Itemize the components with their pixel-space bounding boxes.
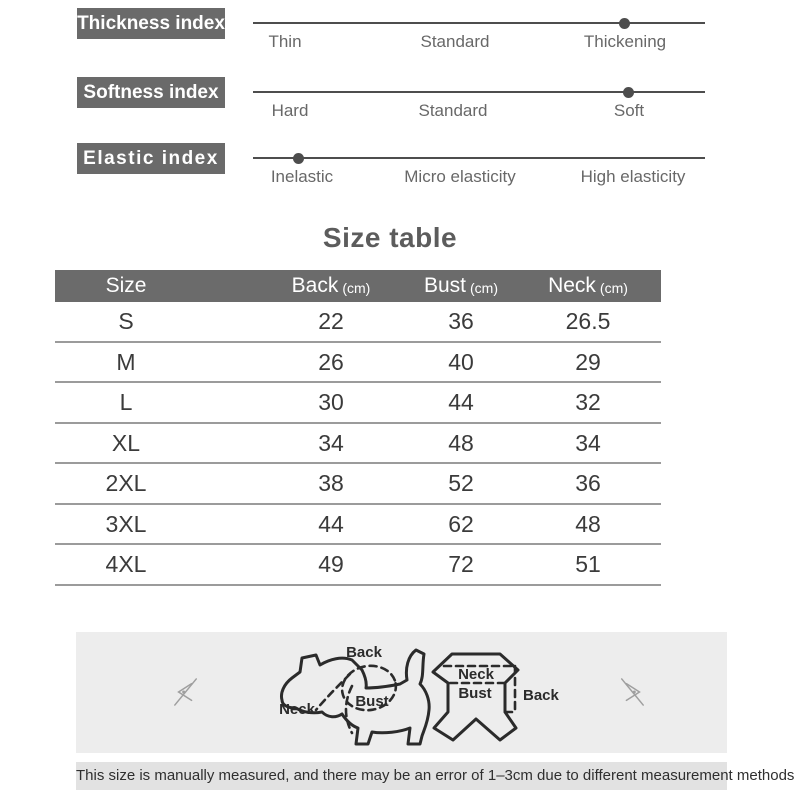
cell-back: 34 xyxy=(318,429,344,456)
cell-size: XL xyxy=(111,429,141,456)
slider-level-label: Micro elasticity xyxy=(404,167,516,186)
slider-track xyxy=(253,22,705,24)
garment-measurement-illustration xyxy=(420,640,570,752)
dog-back-label: Back xyxy=(346,644,382,661)
cell-size: 3XL xyxy=(105,510,147,537)
cell-neck: 48 xyxy=(575,510,601,537)
garment-neck-label: Neck xyxy=(458,666,494,683)
dog-bust-label: Bust xyxy=(355,693,389,710)
softness-index-badge: Softness index xyxy=(77,77,225,108)
table-row xyxy=(55,464,661,505)
measurement-diagram xyxy=(76,632,727,753)
cell-back: 49 xyxy=(318,551,344,577)
slider-level-label: Inelastic xyxy=(270,167,334,186)
cell-neck: 34 xyxy=(575,429,601,456)
slider-level-label: Thin xyxy=(268,32,302,51)
cell-neck: 32 xyxy=(575,389,601,415)
thickness-index-badge: Thickness index xyxy=(77,8,225,39)
size-table-header xyxy=(55,270,661,302)
carousel-next-icon[interactable] xyxy=(618,674,646,710)
cell-bust: 52 xyxy=(448,470,474,496)
column-header-size: Size xyxy=(105,274,147,297)
softness-index-row xyxy=(0,77,800,139)
column-header-back: Back (cm) xyxy=(291,274,371,297)
slider-dot xyxy=(293,153,304,164)
cell-neck: 36 xyxy=(575,470,601,496)
cell-size: 4XL xyxy=(105,551,147,577)
table-row xyxy=(55,545,661,586)
cell-size: L xyxy=(119,389,133,415)
slider-level-label: High elasticity xyxy=(580,167,686,186)
slider-track xyxy=(253,157,705,159)
garment-back-label: Back xyxy=(523,687,559,704)
table-row xyxy=(55,383,661,424)
column-header-neck: Neck (cm) xyxy=(548,274,628,297)
cell-bust: 48 xyxy=(448,429,474,456)
elastic-index-slider xyxy=(253,143,705,199)
slider-dot xyxy=(619,18,630,29)
cell-back: 26 xyxy=(318,348,344,375)
cell-neck: 51 xyxy=(575,551,601,577)
slider-level-label: Thickening xyxy=(583,32,667,51)
cell-back: 44 xyxy=(318,510,344,537)
cell-back: 22 xyxy=(318,308,344,334)
measurement-disclaimer: This size is manually measured, and there may be an error of 1–3cm due to different measurement methods xyxy=(76,762,727,790)
size-table-title: Size table xyxy=(322,222,458,253)
thickness-index-row xyxy=(0,8,800,70)
slider-level-label: Hard xyxy=(271,101,309,120)
table-row xyxy=(55,343,661,384)
cell-bust: 36 xyxy=(448,308,474,334)
thickness-index-slider xyxy=(253,8,705,64)
slider-level-label: Soft xyxy=(613,101,645,120)
softness-index-slider xyxy=(253,77,705,133)
cell-bust: 40 xyxy=(448,348,474,375)
table-row xyxy=(55,505,661,546)
table-row xyxy=(55,424,661,465)
slider-level-label: Standard xyxy=(418,101,488,120)
elastic-index-row xyxy=(0,143,800,205)
slider-level-label: Standard xyxy=(420,32,490,51)
slider-dot xyxy=(623,87,634,98)
carousel-prev-icon[interactable] xyxy=(172,674,200,710)
table-row xyxy=(55,302,661,343)
slider-track xyxy=(253,91,705,93)
cell-bust: 62 xyxy=(448,510,474,537)
size-table xyxy=(55,270,661,586)
cell-back: 30 xyxy=(318,389,344,415)
dog-neck-label: Neck xyxy=(279,701,315,718)
cell-neck: 29 xyxy=(575,348,601,375)
cell-size: M xyxy=(116,348,136,375)
cell-back: 38 xyxy=(318,470,344,496)
cell-neck: 26.5 xyxy=(565,308,611,334)
cell-size: 2XL xyxy=(105,470,147,496)
cell-bust: 72 xyxy=(448,551,474,577)
elastic-index-badge: Elastic index xyxy=(77,143,225,174)
cell-size: S xyxy=(118,308,134,334)
cell-bust: 44 xyxy=(448,389,474,415)
garment-bust-label: Bust xyxy=(458,685,492,702)
column-header-bust: Bust (cm) xyxy=(423,274,499,297)
